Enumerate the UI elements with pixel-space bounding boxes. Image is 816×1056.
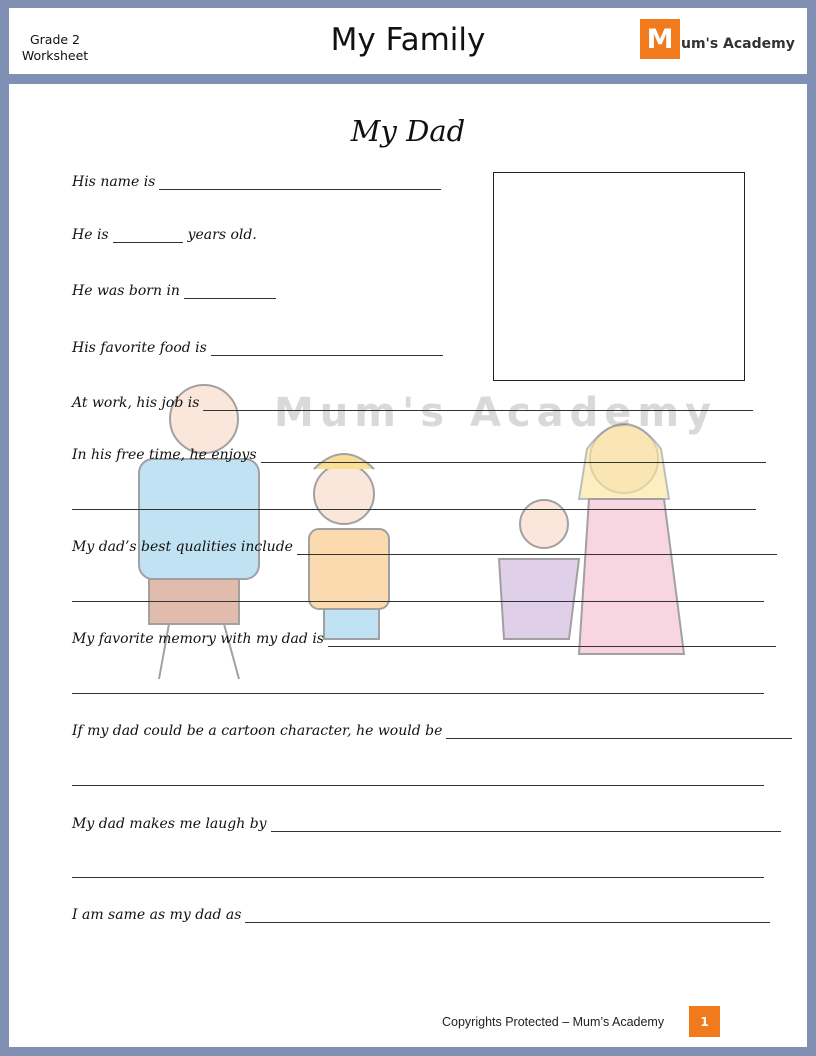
brand-logo bbox=[640, 19, 795, 59]
prompt-label: His name is bbox=[72, 174, 156, 190]
answer-blank[interactable] bbox=[72, 876, 764, 878]
answer-blank[interactable] bbox=[297, 542, 777, 555]
prompt-label: My dad makes me laugh by bbox=[72, 816, 267, 832]
job-prompt bbox=[72, 395, 753, 411]
page-title: My Dad bbox=[350, 114, 466, 148]
prompt-label: He was born in bbox=[72, 283, 180, 299]
answer-blank[interactable] bbox=[159, 177, 441, 190]
photo-box[interactable] bbox=[493, 172, 745, 381]
prompt-label: His favorite food is bbox=[72, 340, 207, 356]
born-prompt bbox=[72, 283, 276, 299]
page-number-badge: 1 bbox=[689, 1006, 720, 1037]
answer-blank[interactable] bbox=[203, 398, 753, 411]
answer-blank[interactable] bbox=[261, 450, 766, 463]
answer-blank[interactable] bbox=[72, 784, 764, 786]
logo-mark: M bbox=[640, 19, 680, 59]
answer-blank[interactable] bbox=[72, 508, 756, 510]
copyright-text: Copyrights Protected – Mum’s Academy bbox=[442, 1015, 665, 1029]
answer-blank[interactable] bbox=[72, 600, 764, 602]
answer-blank[interactable] bbox=[446, 726, 792, 739]
logo-wordmark: um's Academy bbox=[681, 36, 795, 52]
answer-blank[interactable] bbox=[245, 910, 770, 923]
answer-blank[interactable] bbox=[328, 634, 776, 647]
answer-blank[interactable] bbox=[113, 230, 183, 243]
answer-blank[interactable] bbox=[211, 343, 443, 356]
prompt-label: My dad’s best qualities include bbox=[72, 539, 293, 555]
worksheet-title: My Family bbox=[330, 22, 486, 58]
prompt-label: My favorite memory with my dad is bbox=[72, 631, 324, 647]
worksheet-header bbox=[9, 8, 807, 74]
food-prompt bbox=[72, 340, 443, 356]
answer-blank[interactable] bbox=[271, 819, 781, 832]
answer-blank[interactable] bbox=[184, 286, 276, 299]
memory-prompt bbox=[72, 631, 776, 647]
watermark: Mum's Academy bbox=[274, 390, 718, 436]
prompt-label-suffix: years old. bbox=[187, 227, 257, 243]
prompt-label: In his free time, he enjoys bbox=[72, 447, 257, 463]
prompt-label: He is bbox=[72, 227, 109, 243]
laugh-prompt bbox=[72, 816, 781, 832]
same-as-prompt bbox=[72, 907, 770, 923]
qualities-prompt bbox=[72, 539, 777, 555]
prompt-label: At work, his job is bbox=[72, 395, 200, 411]
worksheet-line: Worksheet bbox=[21, 48, 89, 63]
free-time-prompt bbox=[72, 447, 766, 463]
cartoon-prompt bbox=[72, 723, 792, 739]
grade-line: Grade 2 bbox=[29, 32, 81, 47]
answer-blank[interactable] bbox=[72, 692, 764, 694]
age-prompt bbox=[72, 227, 257, 243]
name-prompt bbox=[72, 174, 441, 190]
prompt-label: I am same as my dad as bbox=[72, 907, 242, 923]
worksheet-page bbox=[9, 84, 807, 1047]
prompt-label: If my dad could be a cartoon character, he would be bbox=[72, 723, 443, 739]
